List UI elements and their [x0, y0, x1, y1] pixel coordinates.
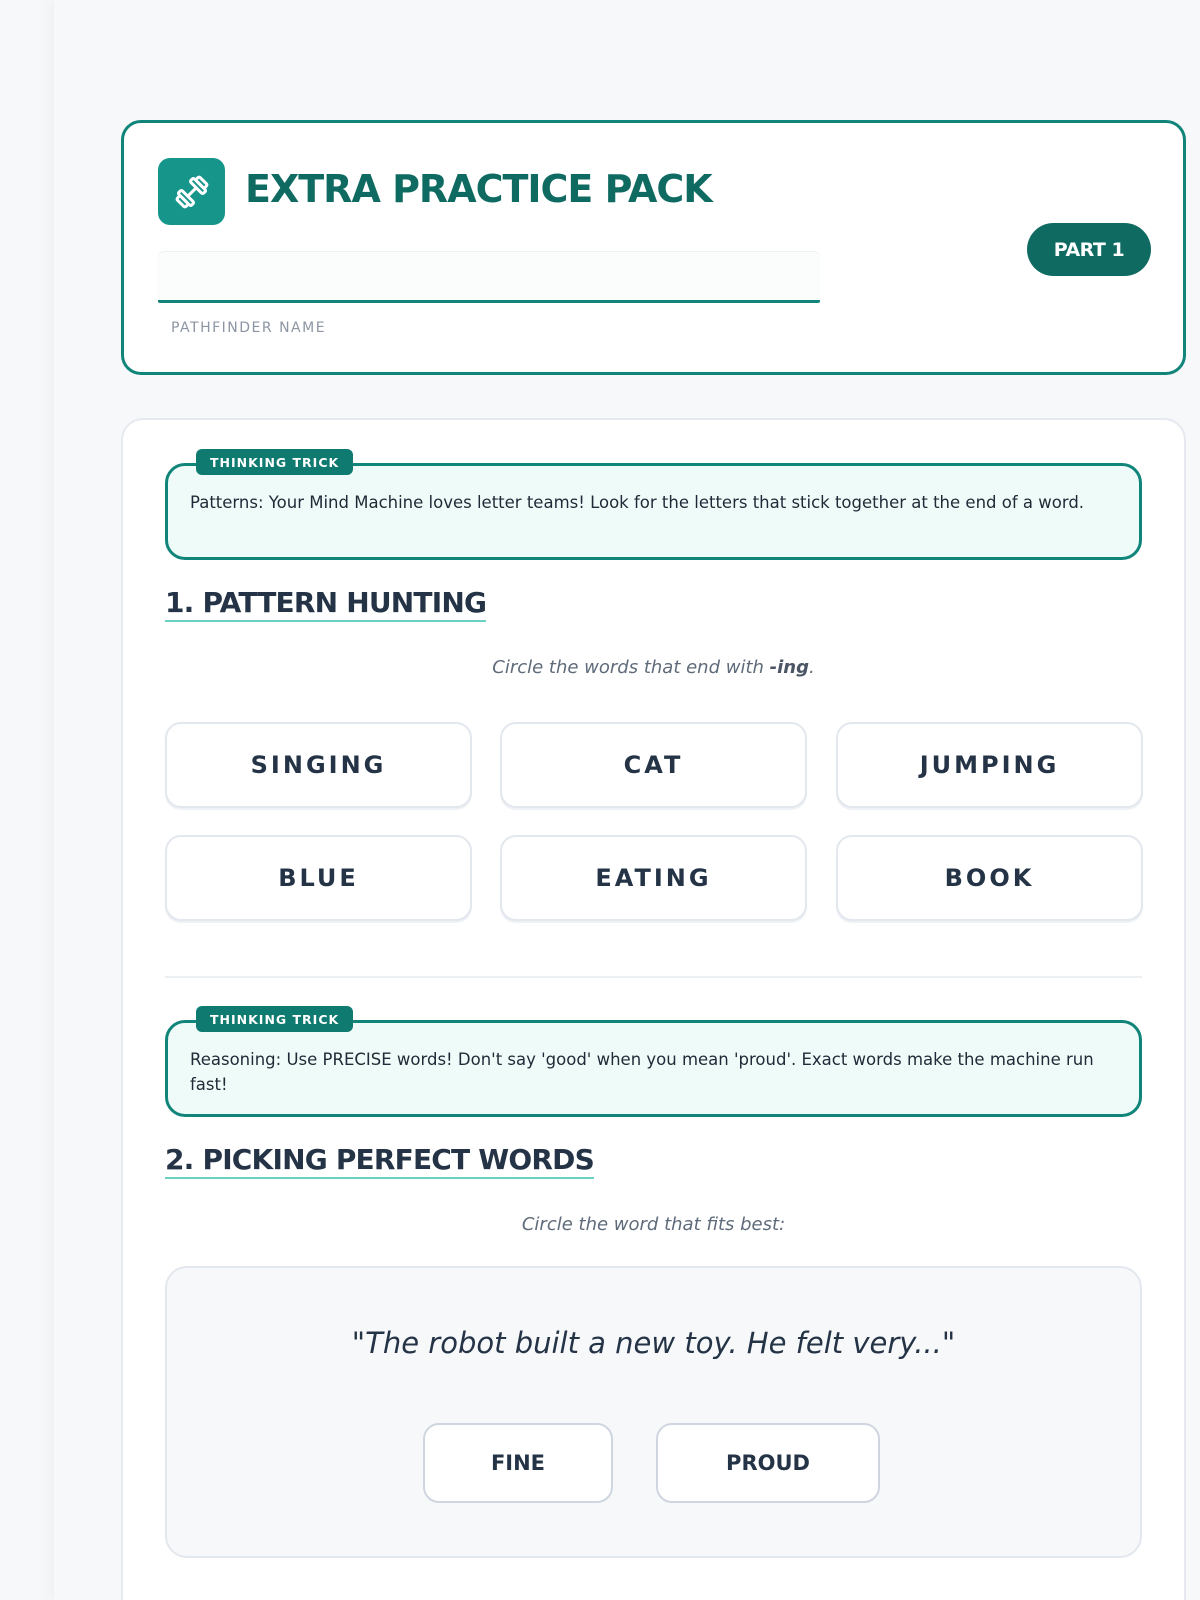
thinking-trick-tag: THINKING TRICK	[196, 1006, 353, 1032]
exercise-card	[121, 418, 1186, 1600]
word-card-book[interactable]: BOOK	[836, 835, 1143, 921]
sentence-box	[165, 1266, 1142, 1558]
pathfinder-name-input[interactable]	[158, 251, 820, 303]
word-card-cat[interactable]: CAT	[500, 722, 807, 808]
sentence-prompt: "The robot built a new toy. He felt very..."	[351, 1326, 956, 1360]
page-title: EXTRA PRACTICE PACK	[245, 167, 712, 211]
word-card-jumping[interactable]: JUMPING	[836, 722, 1143, 808]
instruction-end: .	[809, 657, 815, 678]
section-title-pattern-hunting: 1. PATTERN HUNTING	[165, 586, 486, 622]
instruction-pattern-hunting	[123, 657, 1184, 678]
instruction-picking-perfect-words: Circle the word that fits best:	[521, 1214, 786, 1235]
word-card-singing[interactable]: SINGING	[165, 722, 472, 808]
section-divider	[165, 976, 1142, 978]
dumbbell-icon	[158, 158, 225, 225]
word-card-blue[interactable]: BLUE	[165, 835, 472, 921]
section-title-picking-perfect-words: 2. PICKING PERFECT WORDS	[165, 1143, 594, 1179]
header-card	[121, 120, 1186, 375]
thinking-trick-box-1	[165, 454, 1142, 560]
pathfinder-name-label: PATHFINDER NAME	[171, 320, 327, 336]
instruction-suffix: -ing	[769, 657, 809, 678]
thinking-trick-text: Reasoning: Use PRECISE words! Don't say 'good' when you mean 'proud'. Exact words make the machine run fast!	[190, 1050, 1094, 1094]
choice-proud-button[interactable]: PROUD	[656, 1423, 880, 1503]
word-card-eating[interactable]: EATING	[500, 835, 807, 921]
thinking-trick-tag: THINKING TRICK	[196, 449, 353, 475]
choice-fine-button[interactable]: FINE	[423, 1423, 613, 1503]
thinking-trick-box-2	[165, 1011, 1142, 1117]
thinking-trick-text: Patterns: Your Mind Machine loves letter teams! Look for the letters that stick together at the end of a word.	[190, 493, 1085, 512]
instruction-text: Circle the words that end with	[492, 657, 770, 678]
part-badge: PART 1	[1027, 223, 1151, 276]
